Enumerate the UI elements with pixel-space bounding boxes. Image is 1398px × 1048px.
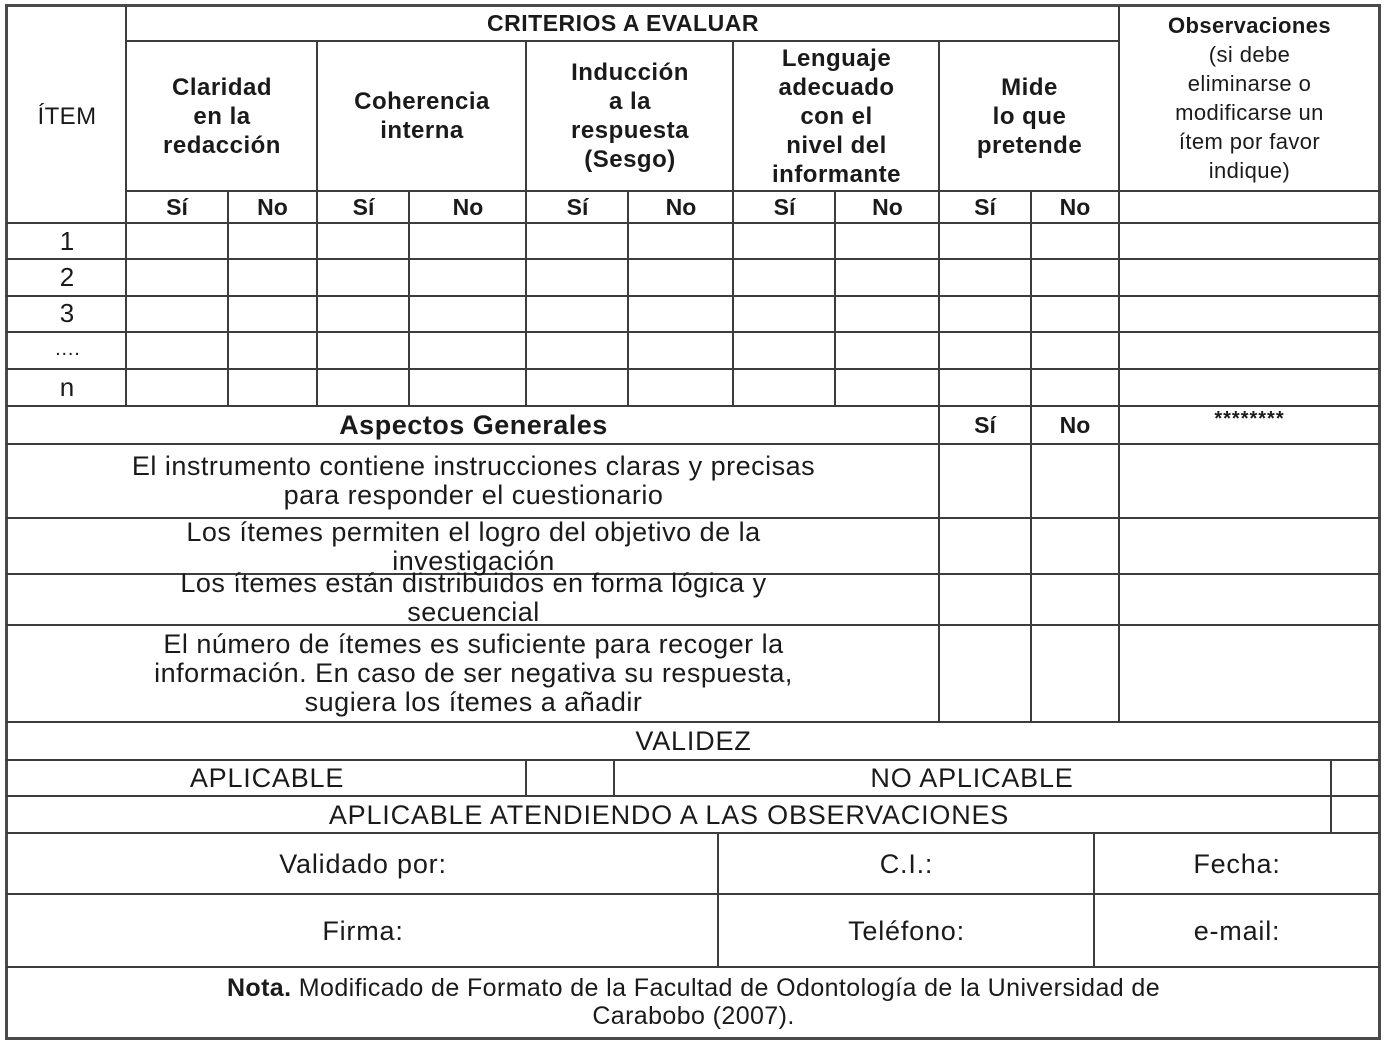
criterion-yes-header [527,192,628,222]
aspect-line: Los ítemes están distribuidos en forma lógica y [180,568,767,598]
yes-label: Sí [566,193,589,220]
aspect-line: El número de ítemes es suficiente para recoger la [163,629,784,659]
email-field[interactable] [1095,895,1379,967]
criterion-no-header [836,192,939,222]
criterion-line: lo que [992,102,1067,130]
grid-line [6,258,1380,260]
grid-line [6,368,1380,370]
criterion-line: adecuado [778,73,895,101]
criterion-line: Claridad [171,73,273,101]
grid-line [1118,405,1120,721]
criterion-line: Lenguaje [781,44,892,72]
date-field[interactable] [1095,835,1379,893]
aspect-line: información. En caso de ser negativa su respuesta, [154,658,793,688]
applicable-checkbox[interactable] [527,761,613,795]
grid-line [1030,405,1032,721]
aspect-line: Los ítemes permiten el logro del objetivo de la [186,517,761,547]
observations-line: indique) [1208,158,1291,183]
criterion-line: Coherencia [354,88,490,115]
note-text: Carabobo (2007). [592,1002,795,1030]
criterion-line: pretende [976,131,1083,159]
criterion-no-header [629,192,733,222]
table-row-item-label [8,224,126,259]
ci-field[interactable] [719,835,1094,893]
validated-by-label: Validado por: [279,848,447,879]
criterion-no-header [1031,192,1119,222]
observations-line: modificarse un [1175,100,1324,125]
general-yes-header [940,407,1030,443]
yes-label: Sí [352,193,375,220]
criterion-coherence [318,42,526,190]
grid-line [6,295,1380,297]
criterion-clarity [127,42,317,190]
criterion-line: a la [608,88,652,115]
yes-label: Sí [773,193,796,220]
not-applicable-option [614,761,1330,795]
yes-label: Sí [974,411,996,438]
aspect-line: investigación [392,546,555,576]
table-row-item-label [8,332,126,367]
observations-line: eliminarse o [1187,71,1312,96]
criterion-line: con el [800,102,873,130]
grid-line [6,331,1380,333]
general-aspects-title [8,407,939,443]
table-row-item-label [8,296,126,331]
signature-field[interactable] [8,895,718,967]
criterion-yes-header [318,192,409,222]
note-text: Modificado de Formato de la Facultad de Odontología de la Universidad de [291,974,1161,1002]
no-label: No [665,193,697,220]
validated-by-field[interactable] [8,835,718,893]
aspect-line: para responder el cuestionario [283,480,664,510]
table-row-item-label [8,369,126,405]
grid-line [1120,190,1380,192]
note-line-1 [227,974,1160,1002]
no-label: No [1059,193,1091,220]
applicable-with-observations-label: APLICABLE ATENDIENDO A LAS OBSERVACIONES [328,799,1010,830]
signature-label: Firma: [322,915,404,946]
table-row-item-label [8,260,126,295]
criterion-line: interna [380,117,464,144]
observations-line: ítem por favor [1178,129,1321,154]
criterion-line: Mide [1001,73,1058,101]
criterion-language [734,42,939,190]
criterion-no-header [228,192,317,222]
observations-line: (si debe [1208,42,1291,67]
mask-text: ******** [1214,407,1285,430]
no-label: No [257,193,288,220]
criterion-line: informante [771,160,901,188]
applicable-with-observations-option [8,797,1330,833]
validity-title [8,723,1379,759]
criterion-yes-header [127,192,227,222]
criterion-yes-header [940,192,1030,222]
grid-line [834,190,836,405]
criteria-title [127,6,1119,40]
aspect-line: sugiera los ítemes a añadir [304,687,643,717]
phone-field[interactable] [719,895,1094,967]
item-number: 1 [59,226,75,256]
criterion-measures [940,42,1119,190]
grid-line [6,222,1380,224]
grid-line [408,190,410,405]
general-no-header [1031,407,1119,443]
note-label: Nota. [226,974,292,1002]
applicable-option [8,761,526,795]
general-aspect-row [8,517,939,576]
general-observations-mask [1120,404,1379,434]
criterion-line: (Sesgo) [584,146,676,173]
observations-title: Observaciones [1168,13,1331,38]
yes-label: Sí [974,193,996,220]
applicable-with-observations-checkbox[interactable] [1331,797,1379,833]
criterion-line: redacción [163,131,281,159]
observations-header [1120,6,1379,190]
no-label: No [1059,411,1091,438]
item-number: …. [54,338,80,360]
criterion-line: Inducción [571,59,689,86]
item-number: 2 [59,262,75,292]
criterion-bias [527,42,733,190]
general-aspect-row [8,445,939,517]
source-note [8,969,1379,1035]
grid-line [627,190,629,405]
aspect-line: El instrumento contiene instrucciones claras y precisas [131,451,816,481]
phone-label: Teléfono: [848,915,965,946]
criterion-no-header [410,192,526,222]
criterion-line: respuesta [571,117,689,144]
criterion-line: en la [193,102,251,130]
general-aspect-row [8,626,939,721]
not-applicable-label: NO APLICABLE [870,762,1074,793]
criterion-yes-header [734,192,835,222]
aspect-line: secuencial [407,597,540,627]
general-aspect-row [8,568,939,627]
email-label: e-mail: [1193,915,1281,946]
grid-line [1030,190,1032,405]
criterion-line: nivel del [786,131,887,159]
ci-label: C.I.: [879,848,934,879]
criteria-title-text: CRITERIOS A EVALUAR [487,9,759,36]
applicable-label: APLICABLE [189,762,345,793]
no-label: No [872,193,903,220]
no-label: No [452,193,484,220]
yes-label: Sí [166,193,188,220]
item-number: 3 [59,298,75,328]
item-number: n [59,371,75,402]
item-label: ÍTEM [37,102,97,130]
grid-line [227,190,229,405]
date-label: Fecha: [1193,848,1281,879]
item-column-header [8,42,126,190]
validity-title-text: VALIDEZ [635,725,752,756]
general-aspects-title-text: Aspectos Generales [339,409,608,440]
not-applicable-checkbox[interactable] [1331,761,1379,795]
